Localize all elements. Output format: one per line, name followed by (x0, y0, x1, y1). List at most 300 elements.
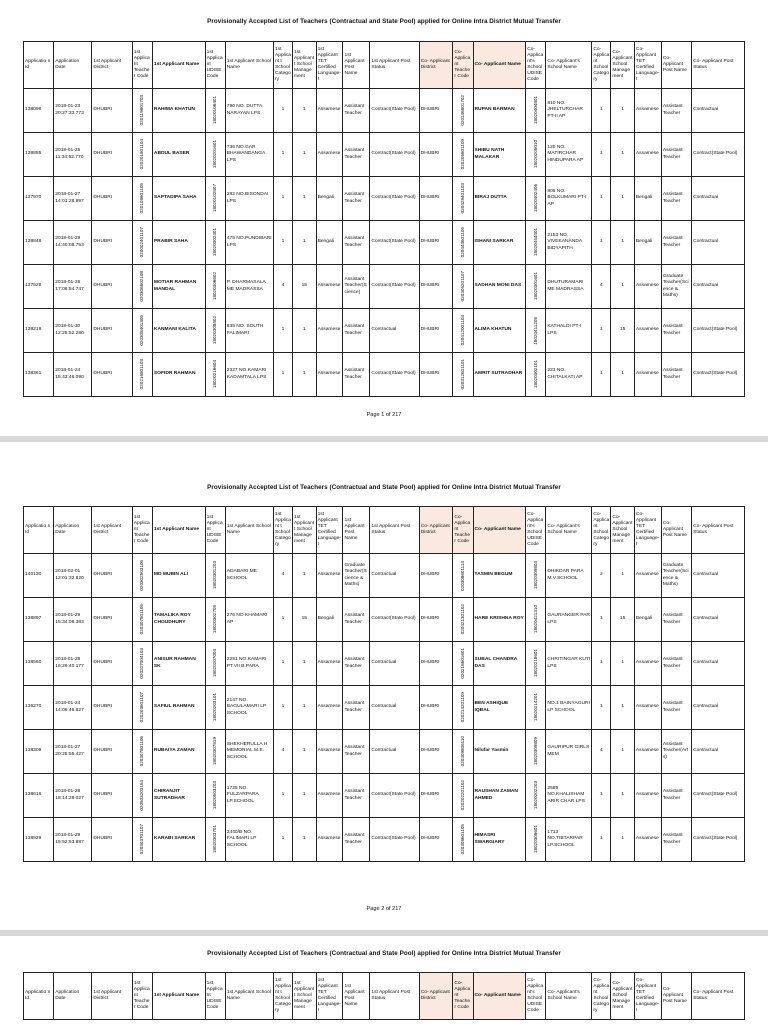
code-text: 18020309803 (532, 561, 538, 590)
table-cell: KARABI SARKAR (152, 818, 205, 862)
table-cell: DHUBRI (92, 265, 132, 309)
table-cell: RAHIMA KHATUN (152, 89, 205, 133)
table-cell: ABDUL BASER (152, 133, 205, 177)
column-header: Co- Applicant TET Certified Language-I (634, 973, 661, 1020)
table-cell: 137526 (24, 265, 54, 309)
code-text: 020216801103 (139, 359, 145, 390)
table-cell: Nilufar Yasmin (473, 730, 526, 774)
table-cell: DHUBRI (92, 774, 132, 818)
table-row (24, 89, 745, 133)
table-cell: 2327 NO.KAMARI KADAMTALA LPS (225, 353, 273, 397)
table-cell: DHUBRI (419, 730, 453, 774)
table-cell: ADABARI ME SCHOOL (225, 554, 273, 598)
column-header: Co- Applicant Teacher Code (453, 42, 473, 89)
table-cell: 2018-01-29 14:40:08.753 (54, 221, 92, 265)
table-cell (453, 309, 473, 353)
table-cell: DHUBRI (419, 133, 453, 177)
table-cell: 1 (273, 177, 292, 221)
column-header: Applicatio n Id (24, 973, 54, 1020)
table-cell: 1 (273, 309, 292, 353)
code-text: 020305201107 (460, 271, 466, 302)
column-header: 1st Applicant TET Certified Language-I (316, 507, 343, 554)
column-header: Co- Applicant Post Status (692, 973, 745, 1020)
table-cell: SAFIUL RAHMAN (152, 686, 205, 730)
table-cell: Contractual (692, 598, 745, 642)
column-header: Co- Applicant School Manage ment (611, 973, 635, 1020)
column-header: 1st Applicant School Name (225, 973, 273, 1020)
table-cell: 15 (293, 598, 317, 642)
table-cell: 2018-01-27 14:01:28.997 (54, 177, 92, 221)
table-cell: 138848 (24, 221, 54, 265)
table-cell: Contract(State Pool) (692, 133, 745, 177)
table-cell: 1 (611, 221, 635, 265)
table-cell: 1 (611, 265, 635, 309)
table-cell: Assistant Teacher (661, 774, 691, 818)
table-cell: BIRAJ DUTTA (473, 177, 526, 221)
table-cell: DHUBRI (92, 89, 132, 133)
table-cell: 138361 (24, 353, 54, 397)
table-cell (132, 686, 152, 730)
page-1 (0, 0, 768, 436)
table-cell: 138929 (24, 818, 54, 862)
column-header: Applicatio n Id (24, 42, 54, 89)
table-cell: DHUBRI (92, 730, 132, 774)
table-cell: RUBAIYA ZAMAN (152, 730, 205, 774)
table-cell: Assamese (634, 309, 661, 353)
code-text: 18020301203 (212, 561, 218, 590)
table-cell: 2440/B NO. FALIMARI LP SCHOOL (225, 818, 273, 862)
table-cell (132, 554, 152, 598)
column-header: 1st Applicant t School Category (273, 42, 292, 89)
table-cell (132, 177, 152, 221)
table-cell: 1 (611, 353, 635, 397)
code-text: 020429401103 (460, 183, 466, 214)
table-cell: 1 (611, 730, 635, 774)
table-cell: 736 NO.GAR BHAWANDANGA LPS (225, 133, 273, 177)
transfer-table (23, 506, 745, 862)
column-header: 1st Applicant District (92, 42, 132, 89)
table-cell: Assamese (634, 265, 661, 309)
code-text: 18020308601 (532, 825, 538, 854)
table-cell: AMRIT SUTRADHAR (473, 353, 526, 397)
column-header: 1st Applicant Name (152, 973, 205, 1020)
table-cell: SAPTADIPA SAHA (152, 177, 205, 221)
table-cell (205, 598, 225, 642)
table-cell: Assistant Teacher (661, 89, 691, 133)
table-cell (526, 265, 546, 309)
table-cell: 2291 NO.KAMARI PT.VII B.PARA (225, 642, 273, 686)
table-cell: Assistant Teacher (343, 309, 370, 353)
transfer-table (23, 972, 745, 1020)
table-cell: CHRITINGAR KUTI LPS (546, 642, 592, 686)
table-cell (132, 89, 152, 133)
table-row (24, 554, 745, 598)
code-text: 18020444401 (532, 228, 538, 257)
table-cell: 2018-01-25 11:34:52.770 (54, 133, 92, 177)
code-text: 18020411205 (532, 316, 538, 345)
table-cell: Assistant Teacher (343, 221, 370, 265)
table-cell: 2018-01-27 20:25:55.427 (54, 730, 92, 774)
table-cell: 1 (293, 774, 317, 818)
code-text: 18020202203 (532, 781, 538, 810)
page-title: Provisionally Accepted List of Teachers (Contractual and State Pool) applied for Online Intra District Mutual Transfer (207, 484, 561, 491)
page-title: Provisionally Accepted List of Teachers (Contractual and State Pool) applied for Online Intra District Mutual Transfer (207, 18, 561, 25)
table-cell (526, 730, 546, 774)
column-header: 1st Applicant District (92, 973, 132, 1020)
table-cell: 15 (293, 265, 317, 309)
table-cell: Bengali (634, 598, 661, 642)
table-cell: Contractual (692, 265, 745, 309)
table-cell: Bengali (634, 177, 661, 221)
table-cell: 1 (611, 818, 635, 862)
code-text: 18020404801 (532, 96, 538, 125)
table-cell: GAURIPUR GIRLS MEM (546, 730, 592, 774)
code-text: 020302503106 (139, 560, 145, 591)
code-text: 18020306602 (212, 272, 218, 301)
code-text: 020119801703 (139, 95, 145, 126)
table-cell: ALIMA KHATUN (473, 309, 526, 353)
table-cell: HARE KRISHNA ROY (473, 598, 526, 642)
table-cell: Assamese (316, 353, 343, 397)
table-cell: Assistant Teacher (343, 133, 370, 177)
code-text: 18020402406 (532, 184, 538, 213)
table-cell: 1 (293, 554, 317, 598)
table-cell: Assamese (634, 89, 661, 133)
column-header: Co- Applicant's School Name (546, 973, 592, 1020)
code-text: 18020106401 (212, 96, 218, 125)
table-cell: 1 (293, 89, 317, 133)
code-text: 18020214201 (532, 693, 538, 722)
column-header: Co- Applicant Teacher Code (453, 507, 473, 554)
table-cell: DHUTURAMARI ME MADRASSA (546, 265, 592, 309)
column-header: Co- Applicant Post Name (661, 507, 691, 554)
table-cell (205, 353, 225, 397)
table-cell: RAUSHAN ZAMAN AHMED (473, 774, 526, 818)
table-cell: Assistant Teacher (343, 353, 370, 397)
table-cell: DHUBRI (92, 554, 132, 598)
table-cell: 138897 (24, 598, 54, 642)
page-number: Page 1 of 217 (366, 412, 402, 418)
table-cell (526, 598, 546, 642)
table-cell: Contract(State Pool) (692, 309, 745, 353)
column-header: Co- Applicant Post Name (661, 42, 691, 89)
column-header: 1st Applicant t School Category (273, 507, 292, 554)
code-text: 18020216604 (212, 360, 218, 389)
code-text: 18020309809 (532, 737, 538, 766)
table-cell: 1 (611, 774, 635, 818)
table-cell: 1 (611, 686, 635, 730)
table-cell: DHUBRI (419, 774, 453, 818)
table-cell: 2018-01-30 12:25:52.280 (54, 309, 92, 353)
table-cell: 1 (611, 133, 635, 177)
table-cell: DHUBRI (92, 309, 132, 353)
table-cell: 1 (293, 818, 317, 862)
table-cell: 1 (592, 309, 611, 353)
code-text: 020307801106 (139, 736, 145, 767)
table-cell: 140130 (24, 554, 54, 598)
column-header: Co- Applicant Post Status (692, 507, 745, 554)
table-cell: 15 (611, 309, 635, 353)
table-cell: DHUBRI (92, 177, 132, 221)
table-cell: 805 NO. BOLKUMARI PT-I AP (546, 177, 592, 221)
table-row (24, 133, 745, 177)
table-cell: 4 (273, 265, 292, 309)
table-cell: Contract(State Pool) (692, 353, 745, 397)
table-cell: Assamese (634, 554, 661, 598)
table-cell (526, 309, 546, 353)
table-cell (526, 133, 546, 177)
table-cell: 1 (273, 221, 292, 265)
table-cell: 2018-01-29 15:34:08.383 (54, 598, 92, 642)
column-header: 1st Applicant Teacher Code (132, 973, 152, 1020)
table-cell: DHUBRI (419, 686, 453, 730)
table-cell (453, 554, 473, 598)
table-cell: TAMALIKA ROY CHOUDHURY (152, 598, 205, 642)
table-cell (132, 774, 152, 818)
table-cell: 1725 NO. FULZARPARA LP.SCHOOL (225, 774, 273, 818)
column-header: 1st Applicant TET Certified Language-I (316, 973, 343, 1020)
table-cell: SOFIDR RAHMAN (152, 353, 205, 397)
table-cell: DHUBRI (419, 642, 453, 686)
table-cell (453, 730, 473, 774)
table-cell: 1 (592, 89, 611, 133)
table-cell (132, 133, 152, 177)
table-cell: Assamese (316, 818, 343, 862)
column-header: Co- Applicant Post Name (661, 973, 691, 1020)
table-cell: 1 (273, 133, 292, 177)
table-cell: DHUBRI (419, 177, 453, 221)
table-cell: 2018-01-24 15:43:46.090 (54, 353, 92, 397)
table-cell: DHUBRI (92, 686, 132, 730)
column-header: 1st Applicant School Name (225, 42, 273, 89)
table-cell (205, 686, 225, 730)
table-cell: Contractual (370, 686, 419, 730)
code-text: 020201801104 (139, 139, 145, 170)
column-header: 1st Applicant UDISE Code (205, 507, 225, 554)
table-cell: Assamese (634, 133, 661, 177)
table-cell: 4 (592, 265, 611, 309)
column-header: Co- Applicant School Manage ment (611, 507, 635, 554)
table-cell: 138219 (24, 309, 54, 353)
table-cell: 1 (293, 133, 317, 177)
table-cell (453, 686, 473, 730)
table-cell: ISHANI SARKAR (473, 221, 526, 265)
column-header: Application Date (54, 42, 92, 89)
table-cell: Contract(State Pool) (370, 177, 419, 221)
code-text: 020421301102 (460, 604, 466, 635)
table-row (24, 598, 745, 642)
table-cell (453, 818, 473, 862)
column-header: Co- Applicant's School UDISE Code (526, 42, 546, 89)
table-cell: DHUBRI (419, 353, 453, 397)
table-cell: HIMASRI SWARGIARY (473, 818, 526, 862)
table-cell (526, 554, 546, 598)
table-cell: KATHALDI PT-I LPS (546, 309, 592, 353)
table-cell: 1 (293, 642, 317, 686)
table-cell: 1 (592, 353, 611, 397)
column-header: Application Date (54, 507, 92, 554)
table-cell: Assistant Teacher(Science) (343, 265, 370, 309)
table-cell: Assistant Teacher (661, 133, 691, 177)
table-cell: Assistant Teacher (661, 309, 691, 353)
table-row (24, 353, 745, 397)
code-text: 020309806110 (460, 736, 466, 767)
table-cell: 138616 (24, 774, 54, 818)
table-cell: Assamese (634, 774, 661, 818)
table-cell: 1 (611, 642, 635, 686)
column-header: 1st Applicant Name (152, 507, 205, 554)
table-cell: Bengali (316, 177, 343, 221)
code-text: 18020002401 (212, 228, 218, 257)
table-cell: Assistant Teacher (343, 686, 370, 730)
table-cell: 2018-01-28 18:14:29.027 (54, 774, 92, 818)
table-cell (453, 353, 473, 397)
table-cell: Contractual (692, 730, 745, 774)
table-cell: DHUBRI (92, 642, 132, 686)
table-row (24, 686, 745, 730)
table-cell: 2018-02-01 12:01:32.820 (54, 554, 92, 598)
table-cell: Assamese (316, 309, 343, 353)
table-cell: 1713 NO.TIBTARPAR LP.SCHOOL (546, 818, 592, 862)
column-header: Co- Applicant Teacher Code (453, 973, 473, 1020)
table-cell: Assamese (316, 730, 343, 774)
column-header: 1st Applicant Teacher Code (132, 42, 152, 89)
table-cell: Assamese (634, 730, 661, 774)
table-cell: Assistant Teacher (343, 177, 370, 221)
page-3 (0, 936, 768, 1024)
table-cell: 138560 (24, 642, 54, 686)
table-cell: DHUBRI (92, 221, 132, 265)
table-cell (205, 133, 225, 177)
table-cell: Assistant Teacher (343, 818, 370, 862)
table-cell: 790 NO. DUTTA NARAYAN LPS (225, 89, 273, 133)
code-text: 18020307819 (212, 737, 218, 766)
table-cell: Assistant Teacher(Arts) (661, 730, 691, 774)
table-cell (526, 774, 546, 818)
table-cell: MOTIAR RAHMAN MANDAL (152, 265, 205, 309)
column-header: 1st Applicant Post Status (370, 973, 419, 1020)
table-cell: 1 (611, 554, 635, 598)
table-cell: 2 (592, 554, 611, 598)
table-cell: SADHAN MONI DAS (473, 265, 526, 309)
code-text: 020207004103 (139, 648, 145, 679)
table-cell: Assistant Teacher (661, 642, 691, 686)
table-cell: 2589 NO.KHALISHAM ARIR CHAR LPS (546, 774, 592, 818)
table-row (24, 642, 745, 686)
table-cell: Bengali (316, 221, 343, 265)
table-cell: Assamese (634, 642, 661, 686)
column-header: 1st Applicant t School Manage ment (293, 973, 317, 1020)
table-cell: 1 (273, 774, 292, 818)
column-header: Co- Applicant Post Status (692, 42, 745, 89)
table-cell: Contractual (692, 177, 745, 221)
code-text: 020214201109 (460, 692, 466, 723)
table-cell (205, 774, 225, 818)
table-cell: 1 (592, 177, 611, 221)
code-text: 020146801702 (460, 95, 466, 126)
table-cell: Contractual (370, 554, 419, 598)
column-header: Co- Applicant District (419, 42, 453, 89)
table-cell: KANMANI KALITA (152, 309, 205, 353)
table-cell: 282 NO.BISONDAI LPS (225, 177, 273, 221)
table-cell (526, 177, 546, 221)
table-cell: Contractual (370, 730, 419, 774)
table-cell: Contractual (692, 221, 745, 265)
table-cell: Assamese (634, 686, 661, 730)
table-cell: DHIKDAR PARA M.V.SCHOOL (546, 554, 592, 598)
code-text: 020108601105 (139, 183, 145, 214)
code-text: 18020203101 (212, 693, 218, 722)
table-cell: 1 (592, 642, 611, 686)
table-cell: Assamese (316, 642, 343, 686)
table-cell (453, 774, 473, 818)
table-cell: 2018-01-23 20:27:33.773 (54, 89, 92, 133)
table-cell: MD MUBIN ALI (152, 554, 205, 598)
table-cell: DHUBRI (419, 598, 453, 642)
code-text: 18020302101 (532, 360, 538, 389)
table-cell: 1 (293, 177, 317, 221)
table-cell: 1 (592, 686, 611, 730)
table-cell (205, 309, 225, 353)
table-cell: Graduate Teacher(Science & Maths) (661, 554, 691, 598)
column-header: Co- Applicant TET Certified Language-I (634, 507, 661, 554)
table-cell: 136270 (24, 686, 54, 730)
page-2 (0, 442, 768, 930)
table-cell: 1 (273, 598, 292, 642)
code-text: 18020303701 (212, 825, 218, 854)
column-header: Co- Applicant's School Name (546, 42, 592, 89)
table-cell: Assistant Teacher (661, 818, 691, 862)
table-cell (132, 598, 152, 642)
column-header: Co- Applicant Name (473, 973, 526, 1020)
table-cell (453, 642, 473, 686)
table-row (24, 774, 745, 818)
table-cell (526, 818, 546, 862)
table-cell: Contract(State Pool) (370, 598, 419, 642)
code-text: 020218601601 (460, 648, 466, 679)
table-cell: 1 (293, 221, 317, 265)
table-cell: 1 (293, 730, 317, 774)
table-cell: Assamese (634, 818, 661, 862)
table-cell: 1 (592, 818, 611, 862)
code-text: 18020207004 (212, 649, 218, 678)
table-cell (205, 642, 225, 686)
table-cell: Bengali (316, 598, 343, 642)
table-cell: 2153 NO. VIVEKANANDA BIDYAPITH (546, 221, 592, 265)
table-cell: Contract(State Pool) (370, 133, 419, 177)
table-row (24, 818, 745, 862)
table-cell: 1 (611, 177, 635, 221)
table-cell: Assistant Teacher (343, 598, 370, 642)
table-cell: 1 (273, 353, 292, 397)
table-cell: 2018-01-24 14:06:46.827 (54, 686, 92, 730)
table-cell (453, 89, 473, 133)
table-cell: 1 (273, 686, 292, 730)
column-header: 1st Applicant Post Name (343, 507, 370, 554)
code-text: 020308401305 (139, 315, 145, 346)
code-text: 18020421310 (532, 605, 538, 634)
table-cell: 276 NO KHAMARI AP (225, 598, 273, 642)
table-cell: 835 NO. SOUTH FALIMARI (225, 309, 273, 353)
table-cell (453, 265, 473, 309)
table-cell: GAURANGER PAR LPS (546, 598, 592, 642)
table-cell: 4 (273, 730, 292, 774)
table-cell: 4 (273, 554, 292, 598)
column-header: Application Date (54, 973, 92, 1020)
table-cell: 1 (611, 89, 635, 133)
table-cell (453, 598, 473, 642)
table-row (24, 730, 745, 774)
